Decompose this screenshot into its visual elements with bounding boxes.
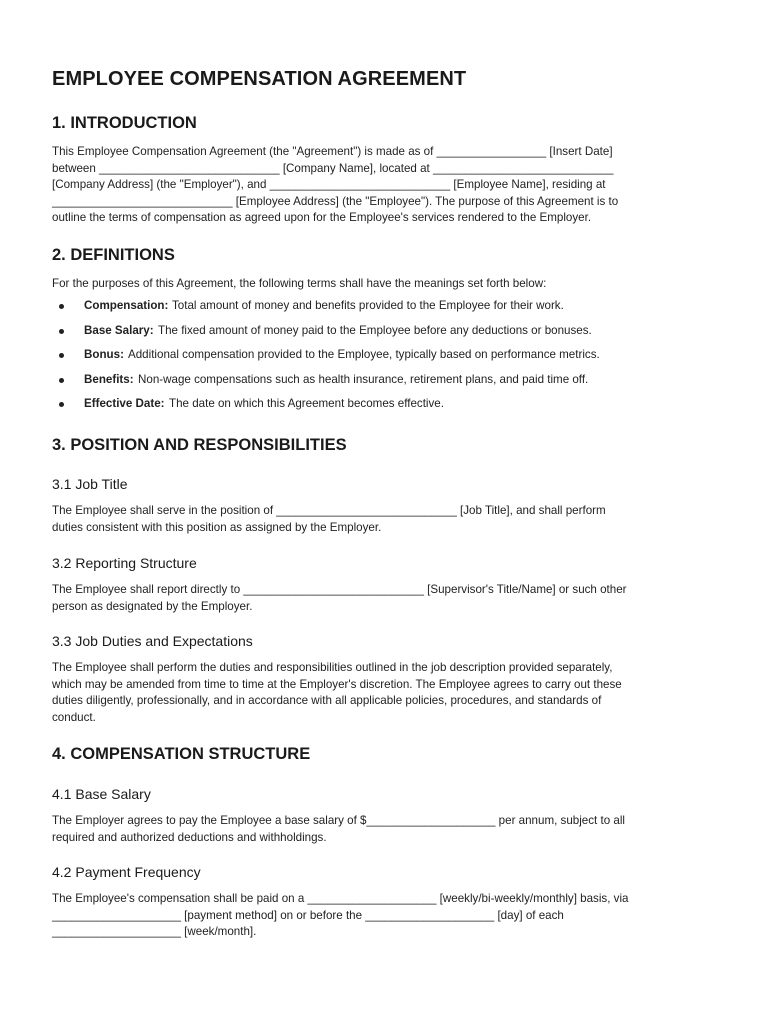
definition-term: Bonus:	[84, 348, 124, 362]
introduction-line: between ____________________________ [Company Name], located at ____________________________	[52, 161, 614, 175]
subsection-heading-duties: 3.3 Job Duties and Expectations	[52, 633, 253, 649]
base-salary-line: required and authorized deductions and withholdings.	[52, 830, 327, 844]
duties-line: conduct.	[52, 710, 96, 724]
job-title-paragraph	[52, 503, 606, 536]
definition-term: Effective Date:	[84, 397, 165, 411]
section-heading-position: 3. POSITION AND RESPONSIBILITIES	[52, 436, 347, 454]
definition-term: Base Salary:	[84, 323, 154, 337]
definition-description: Total amount of money and benefits provided to the Employee for their work.	[172, 299, 564, 312]
definition-description: The date on which this Agreement becomes effective.	[169, 397, 444, 411]
reporting-paragraph	[52, 582, 627, 615]
definition-term: Benefits:	[84, 372, 134, 386]
duties-line: duties diligently, professionally, and in accordance with all applicable policies, procedures, and standards of	[52, 694, 602, 708]
job-title-line: The Employee shall serve in the position of ____________________________ [Job Title], and shall perform	[52, 504, 606, 517]
base-salary-paragraph	[52, 813, 625, 846]
payment-frequency-line: The Employee's compensation shall be paid on a ____________________ [weekly/bi-weekly/monthly] basis, via	[52, 892, 629, 905]
section-heading-compensation: 4. COMPENSATION STRUCTURE	[52, 745, 311, 763]
bullet-icon	[59, 353, 64, 358]
payment-frequency-line: ____________________ [week/month].	[52, 925, 257, 939]
duties-line: The Employee shall perform the duties and responsibilities outlined in the job description provided separately,	[52, 661, 613, 674]
introduction-line: ____________________________ [Employee Address] (the "Employee"). The purpose of this Agreement is to	[52, 194, 619, 208]
introduction-paragraph	[52, 144, 618, 227]
definition-description: Additional compensation provided to the Employee, typically based on performance metrics.	[128, 348, 600, 362]
payment-frequency-paragraph	[52, 891, 628, 941]
bullet-icon	[59, 329, 64, 334]
definition-description: The fixed amount of money paid to the Employee before any deductions or bonuses.	[158, 323, 592, 337]
base-salary-line: The Employer agrees to pay the Employee a base salary of $____________________ per annum, subject to all	[52, 814, 625, 827]
introduction-line: This Employee Compensation Agreement (the "Agreement") is made as of _________________ [Insert Date]	[52, 145, 613, 158]
definition-description: Non-wage compensations such as health insurance, retirement plans, and paid time off.	[138, 372, 589, 386]
bullet-icon	[59, 402, 64, 407]
subsection-heading-base-salary: 4.1 Base Salary	[52, 786, 151, 802]
definition-term: Compensation:	[84, 299, 169, 312]
introduction-line: outline the terms of compensation as agreed upon for the Employee's services rendered to the Employer.	[52, 211, 592, 225]
definitions-lead-text: For the purposes of this Agreement, the following terms shall have the meanings set forth below:	[52, 277, 547, 290]
job-title-line: duties consistent with this position as assigned by the Employer.	[52, 520, 382, 534]
section-heading-introduction: 1. INTRODUCTION	[52, 114, 197, 132]
payment-frequency-line: ____________________ [payment method] on or before the ____________________ [day] of each	[52, 908, 564, 922]
duties-line: which may be amended from time to time at the Employer's discretion. The Employee agrees to carry out these	[52, 677, 622, 691]
bullet-icon	[59, 304, 64, 309]
bullet-icon	[59, 378, 64, 383]
duties-paragraph	[52, 660, 622, 726]
subsection-heading-reporting: 3.2 Reporting Structure	[52, 555, 197, 571]
document-title: EMPLOYEE COMPENSATION AGREEMENT	[52, 68, 467, 90]
introduction-line: [Company Address] (the "Employer"), and ____________________________ [Employee Name], residing at	[52, 178, 606, 192]
reporting-line: person as designated by the Employer.	[52, 599, 253, 613]
section-heading-definitions: 2. DEFINITIONS	[52, 246, 175, 264]
definitions-lead	[52, 276, 546, 293]
subsection-heading-payment-frequency: 4.2 Payment Frequency	[52, 864, 201, 880]
subsection-heading-job-title: 3.1 Job Title	[52, 476, 128, 492]
reporting-line: The Employee shall report directly to ____________________________ [Supervisor's Title/Name] or such other	[52, 583, 627, 596]
